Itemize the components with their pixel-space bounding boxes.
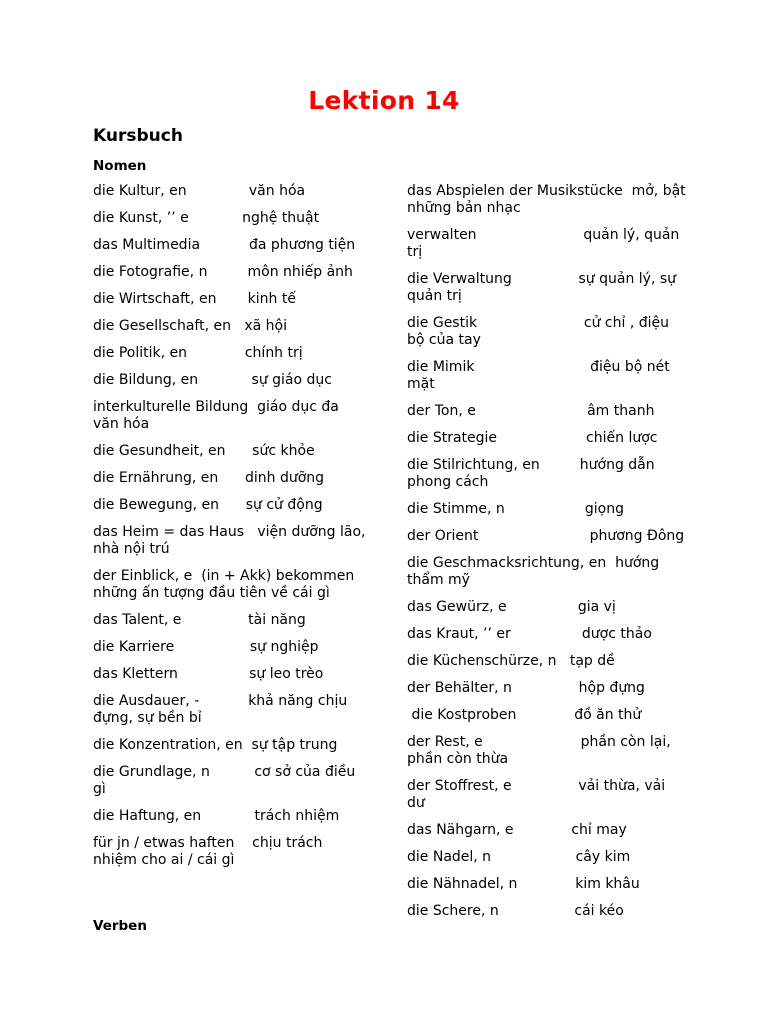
vocab-entry: die Gesellschaft, en xã hội <box>93 318 287 334</box>
vocab-entry: das Klettern sự leo trèo <box>93 666 324 682</box>
vocab-entry: die Bewegung, en sự cử động <box>93 497 323 513</box>
section-heading: Kursbuch <box>93 126 183 146</box>
vocab-entry: die Konzentration, en sự tập trung <box>93 737 338 753</box>
vocab-entry: interkulturelle Bildung giáo dục đa văn hóa <box>93 399 344 432</box>
vocab-entry: die Nadel, n cây kim <box>407 849 631 865</box>
vocab-entry: die Wirtschaft, en kinh tế <box>93 291 296 307</box>
vocab-entry: der Stoffrest, e vải thừa, vải dư <box>407 778 670 811</box>
vocab-entry: das Gewürz, e gia vị <box>407 599 616 615</box>
vocab-entry: das Multimedia đa phương tiện <box>93 237 356 253</box>
vocab-entry: die Ernährung, en dinh dưỡng <box>93 470 325 486</box>
vocab-entry: das Nähgarn, e chỉ may <box>407 822 627 838</box>
vocab-left-column <box>93 183 368 869</box>
vocab-entry: der Ton, e âm thanh <box>407 403 655 419</box>
verbs-heading: Verben <box>93 918 147 934</box>
vocab-entry: die Schere, n cái kéo <box>407 903 624 919</box>
vocab-entry: das Talent, e tài năng <box>93 612 306 628</box>
vocab-entry: verwalten quản lý, quản trị <box>407 227 684 260</box>
vocab-entry: die Karriere sự nghiệp <box>93 639 319 655</box>
vocab-entry: die Bildung, en sự giáo dục <box>93 372 332 388</box>
vocab-entry: die Stilrichtung, en hướng dẫn phong cách <box>407 457 660 490</box>
vocab-right-column <box>407 183 691 920</box>
vocab-entry: die Mimik điệu bộ nét mặt <box>407 359 675 392</box>
vocab-entry: die Gestik cử chỉ , điệu bộ của tay <box>407 315 674 348</box>
vocab-entry: die Kultur, en văn hóa <box>93 183 306 199</box>
vocab-entry: die Verwaltung sự quản lý, sự quản trị <box>407 271 681 304</box>
vocab-entry: der Einblick, e (in + Akk) bekommen những ấn tượng đầu tiên về cái gì <box>93 568 364 601</box>
vocab-entry: der Behälter, n hộp đựng <box>407 680 645 696</box>
vocab-entry: die Politik, en chính trị <box>93 345 303 361</box>
vocab-entry: die Küchenschürze, n tạp dề <box>407 653 615 669</box>
vocab-entry: die Grundlage, n cơ sở của điều gì <box>93 764 360 797</box>
vocab-entry: der Rest, e phần còn lại, phần còn thừa <box>407 734 676 767</box>
vocab-entry: der Orient phương Đông <box>407 528 685 544</box>
page-title: Lektion 14 <box>308 86 460 115</box>
vocab-entry: das Abspielen der Musikstücke mở, bật những bản nhạc <box>407 183 691 216</box>
vocab-entry: die Fotografie, n môn nhiếp ảnh <box>93 264 353 280</box>
vocab-entry: die Kunst, ’’ e nghệ thuật <box>93 210 320 226</box>
vocab-entry: für jn / etwas haften chịu trách nhiệm cho ai / cái gì <box>93 835 327 868</box>
vocab-entry: das Kraut, ’’ er dược thảo <box>407 626 652 642</box>
vocab-entry: die Stimme, n giọng <box>407 501 624 517</box>
nouns-heading: Nomen <box>93 158 147 174</box>
vocab-entry: die Kostproben đồ ăn thử <box>407 707 642 723</box>
vocab-entry: die Geschmacksrichtung, en hướng thẩm mỹ <box>407 555 664 588</box>
vocab-entry: die Haftung, en trách nhiệm <box>93 808 340 824</box>
vocab-entry: die Strategie chiến lược <box>407 430 658 446</box>
vocab-entry: die Nähnadel, n kim khâu <box>407 876 640 892</box>
vocab-entry: das Heim = das Haus viện dưỡng lão, nhà nội trú <box>93 524 370 557</box>
vocab-entry: die Ausdauer, - khả năng chịu đựng, sự bền bỉ <box>93 693 352 726</box>
vocab-entry: die Gesundheit, en sức khỏe <box>93 443 315 459</box>
